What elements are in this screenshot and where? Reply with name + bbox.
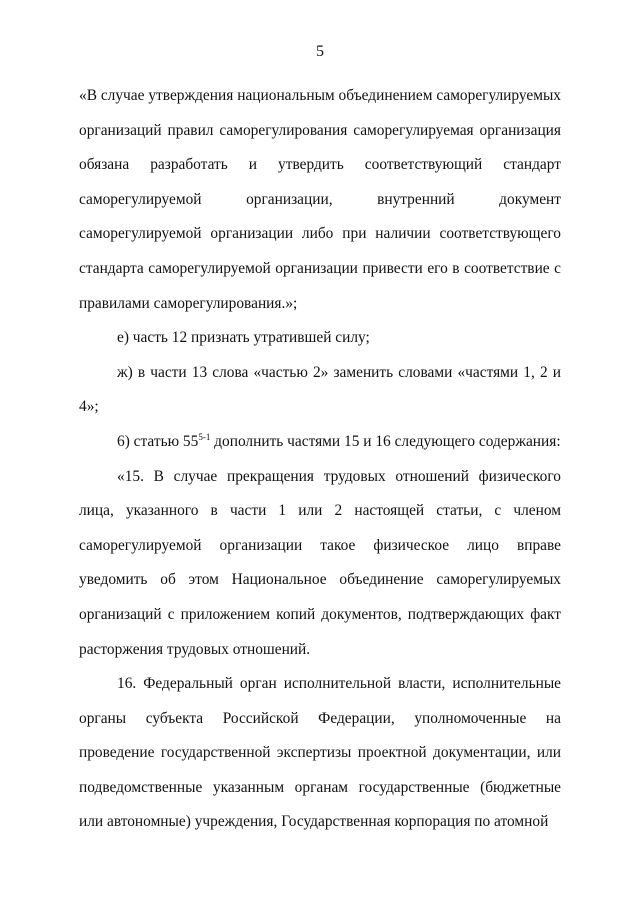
paragraph-part-16: 16. Федеральный орган исполнительной власти, исполнительные органы субъекта Российской Федерации, уполномоченные на проведение государственной экспертизы проектной документации, или подведомственные указанным органам государственные (бюджетные или автономные) учреждения, Государственная корпорация по атомной bbox=[79, 675, 561, 831]
paragraph-item-6 bbox=[79, 425, 561, 460]
article-superscript: 5-1 bbox=[198, 431, 211, 442]
paragraph-quote-self-regulation-rules: «В случае утверждения национальным объединением саморегулируемых организаций правил саморегулирования саморегулируемая организация обязана разработать и утвердить соответствующий стандарт саморегулируемой организации, внутренний документ саморегулируемой организации либо при наличии соответствующего стандарта саморегулируемой организации привести его в соответствие с правилами саморегулирования.»; bbox=[79, 87, 561, 312]
document-body bbox=[79, 79, 561, 840]
paragraph-part-15: «15. В случае прекращения трудовых отношений физического лица, указанного в части 1 или 2 настоящей статьи, с членом саморегулируемой организации такое физическое лицо вправе уведомить об этом Национальное объединение саморегулируемых организаций с приложением копий документов, подтверждающих факт расторжения трудовых отношений. bbox=[79, 467, 561, 658]
item-6-text-end: дополнить частями 15 и 16 следующего содержания: bbox=[210, 432, 561, 450]
page-number: 5 bbox=[316, 43, 324, 60]
paragraph-item-e: е) часть 12 признать утратившей силу; bbox=[117, 329, 370, 347]
item-6-text-start: 6) статью 55 bbox=[117, 432, 199, 450]
paragraph-item-zh: ж) в части 13 слова «частью 2» заменить словами «частями 1, 2 и 4»; bbox=[79, 363, 561, 416]
